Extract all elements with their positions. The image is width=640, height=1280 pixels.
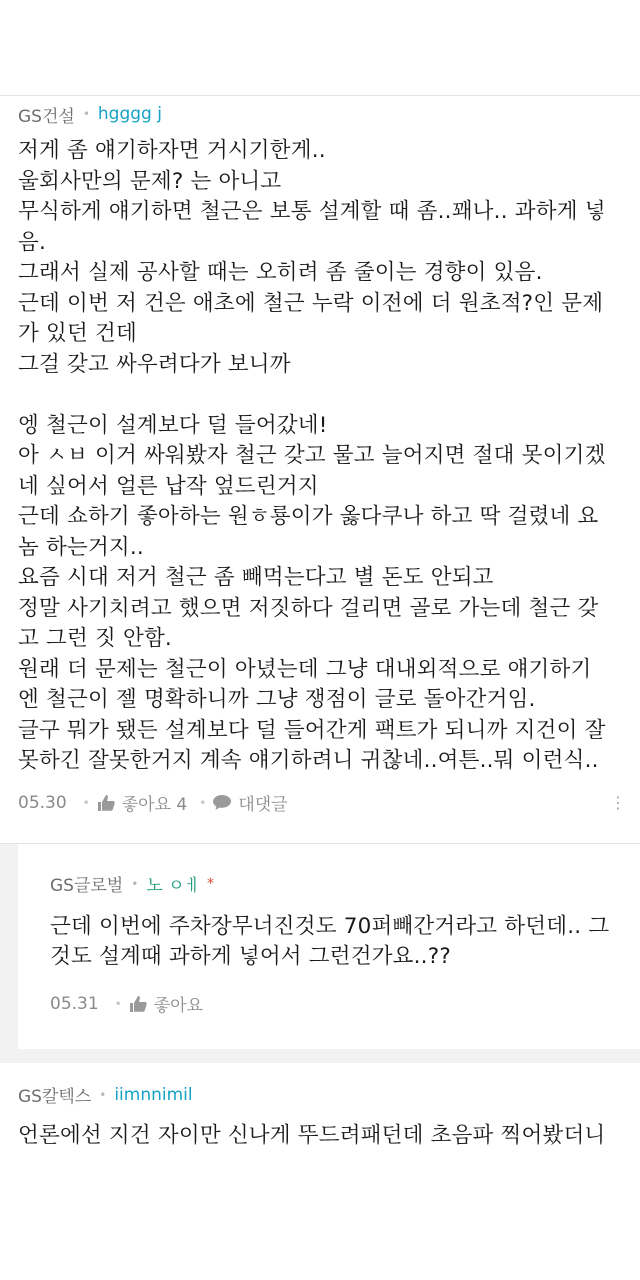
comment-spacer	[18, 821, 622, 843]
speech-bubble-icon	[212, 794, 232, 812]
company-name: GS칼텍스	[18, 1087, 92, 1107]
separator-dot: •	[82, 107, 90, 121]
company-name: GS건설	[18, 106, 75, 127]
separator-dot: •	[82, 795, 90, 810]
comment-meta	[18, 1075, 622, 1115]
comment-meta	[50, 864, 622, 904]
comment-meta	[18, 96, 622, 132]
reply-label: 대댓글	[238, 795, 288, 815]
author-star-icon: *	[206, 875, 214, 892]
separator-dot: •	[99, 1087, 107, 1102]
reply-comment	[0, 843, 640, 1049]
comment-actions	[18, 785, 628, 821]
thumbs-up-icon	[128, 995, 148, 1013]
comment-spacer	[50, 1021, 622, 1049]
like-button[interactable]	[96, 790, 188, 815]
comment-body: 언론에선 지건 자이만 신나게 뚜드려패던데 초음파 찍어봤더니	[18, 1122, 606, 1148]
reply-button[interactable]	[212, 790, 287, 815]
comment-body: 저게 좀 얘기하자면 거시기한게.. 울회사만의 문제? 는 아니고 무식하게 얘기하면 철근은 보통 설계할 때 좀..꽤나.. 과하게 넣 음. 그래서 실제 공사할 때는 오히려 좀 줄이는 경향이 있음. 근데 이번 저 건은 애초에 철근 누락 이전에 더 원초적?인 문제 가 있던 건데 그걸 갖고 싸우려다가 보니까 엥 철근이 설계보다 덜 들어갔네! 아 ㅅㅂ 이거 싸워봤자 철근 갖고 물고 늘어지면 절대 못이기겠 네 싶어서 얼른 납작 엎드린거지 근데 쇼하기 좋아하는 원ㅎ룡이가 옳다쿠나 하고 딱 걸렸네 요 놈 하는거지.. 요즘 시대 저거 철근 좀 빼먹는다고 별 돈도 안되고 정말 사기치려고 했으면 저짓하다 걸리면 골로 가는데 철근 갖 고 그런 짓 안함. 원래 더 문제는 철근이 아녔는데 그냥 대내외적으로 얘기하기 엔 철근이 젤 명확하니까 그냥 쟁점이 글로 돌아간거임. 글구 뭐가 됐든 설계보다 덜 들어간게 팩트가 되니까 지건이 잘 못하긴 잘못한거지 계속 얘기하려니 귀찮네..여튼..뭐 이런식..	[18, 138, 606, 773]
comment	[0, 95, 640, 843]
username[interactable]: 노 ㅇㅔ	[146, 876, 201, 896]
separator-dot: •	[199, 795, 207, 810]
more-options-icon[interactable]: ⋮	[610, 793, 628, 812]
separator-dot: •	[131, 876, 139, 891]
reply-indent-bar	[0, 844, 18, 1049]
comment-body: 근데 이번에 주차장무너진것도 70퍼빼간거라고 하던데.. 그 것도 설계때 과하게 넣어서 그런건가요..??	[50, 913, 610, 969]
top-blank-area	[0, 0, 640, 95]
comment-date: 05.31	[50, 993, 99, 1014]
thumbs-up-icon	[96, 794, 116, 812]
company-name: GS글로벌	[50, 876, 124, 896]
comment	[0, 1075, 640, 1152]
like-label: 좋아요	[153, 996, 204, 1016]
separator-dot: •	[114, 996, 122, 1011]
like-label: 좋아요 4	[121, 795, 188, 815]
username[interactable]: hgggg j	[97, 104, 162, 124]
like-button[interactable]	[128, 991, 203, 1016]
comment-date: 05.30	[18, 792, 67, 813]
comment-actions	[50, 987, 622, 1021]
username[interactable]: iimnnimil	[114, 1084, 193, 1105]
section-divider	[0, 1049, 640, 1063]
